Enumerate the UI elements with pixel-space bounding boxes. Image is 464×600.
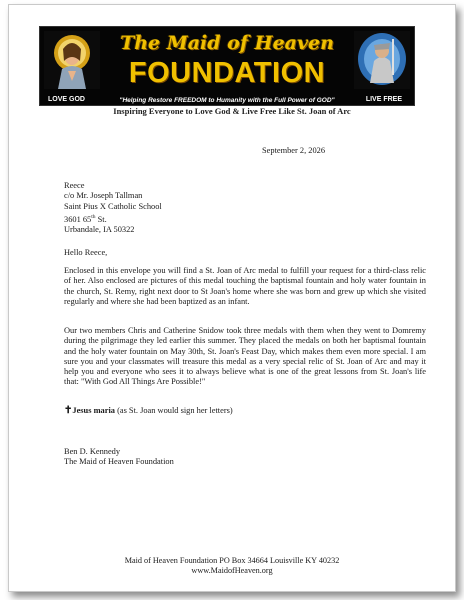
recipient-address — [64, 181, 162, 235]
letter-footer — [0, 556, 464, 576]
joan-portrait-left-image — [44, 31, 100, 89]
closing-signature: Jesus maria — [72, 406, 115, 415]
banner-title-line2: FOUNDATION — [128, 57, 326, 89]
letterhead-banner — [39, 26, 415, 106]
recipient-name: Reece — [64, 181, 85, 190]
signature-block — [64, 447, 174, 468]
banner-slogan: "Helping Restore FREEDOM to Humanity with the Full Power of GOD" — [119, 97, 335, 104]
footer-website: www.MaidofHeaven.org — [191, 566, 273, 575]
recipient-street: 3601 65th St. — [64, 213, 107, 224]
letter-paragraph-1: Enclosed in this envelope you will find a St. Joan of Arc medal to fulfill your request for a third-class relic of her. Also enclosed are pictures of this medal touching the baptismal fountain and holy water fountain in the church, St. Remy, right next door to St Joan's home where she was born and grew up which she visited regularly and where she had been baptized as an infant. — [64, 266, 426, 306]
letter-closing — [64, 406, 233, 416]
letter-greeting: Hello Reece, — [64, 248, 108, 257]
letterhead-tagline: Inspiring Everyone to Love God & Live Free Like St. Joan of Arc — [113, 106, 351, 116]
closing-note: (as St. Joan would sign her letters) — [114, 406, 233, 415]
signer-organization: The Maid of Heaven Foundation — [64, 457, 174, 467]
joan-portrait-right-image — [354, 31, 410, 89]
letter-date: September 2, 2026 — [262, 146, 326, 155]
recipient-school: Saint Pius X Catholic School — [64, 201, 162, 211]
footer-address: Maid of Heaven Foundation PO Box 34664 Louisville KY 40232 — [124, 556, 340, 565]
recipient-city: Urbandale, IA 50322 — [64, 224, 135, 234]
banner-right-caption: LIVE FREE — [365, 96, 402, 103]
cross-icon: ✝ — [64, 405, 73, 416]
banner-title-line1: The Maid of Heaven — [120, 32, 334, 54]
signer-name: Ben D. Kennedy — [64, 447, 121, 456]
recipient-care-of: c/o Mr. Joseph Tallman — [64, 191, 143, 201]
letter-paragraph-2: Our two members Chris and Catherine Snidow took three medals with them when they went to Domremy during the pilgrimage they led earlier this summer. They placed the medals on both her baptismal fountain and the holy water fountain on May 30th, St. Joan's Feast Day, which makes them even more special. I am sure you and your classmates will treasure this medal as a very special relic of St. Joan of Arc and may it help you and everyone who sees it to always believe what is one of the great lessons from St. Joan's life that: "With God All Things Are Possible!" — [64, 326, 426, 387]
banner-left-caption: LOVE GOD — [48, 96, 85, 103]
